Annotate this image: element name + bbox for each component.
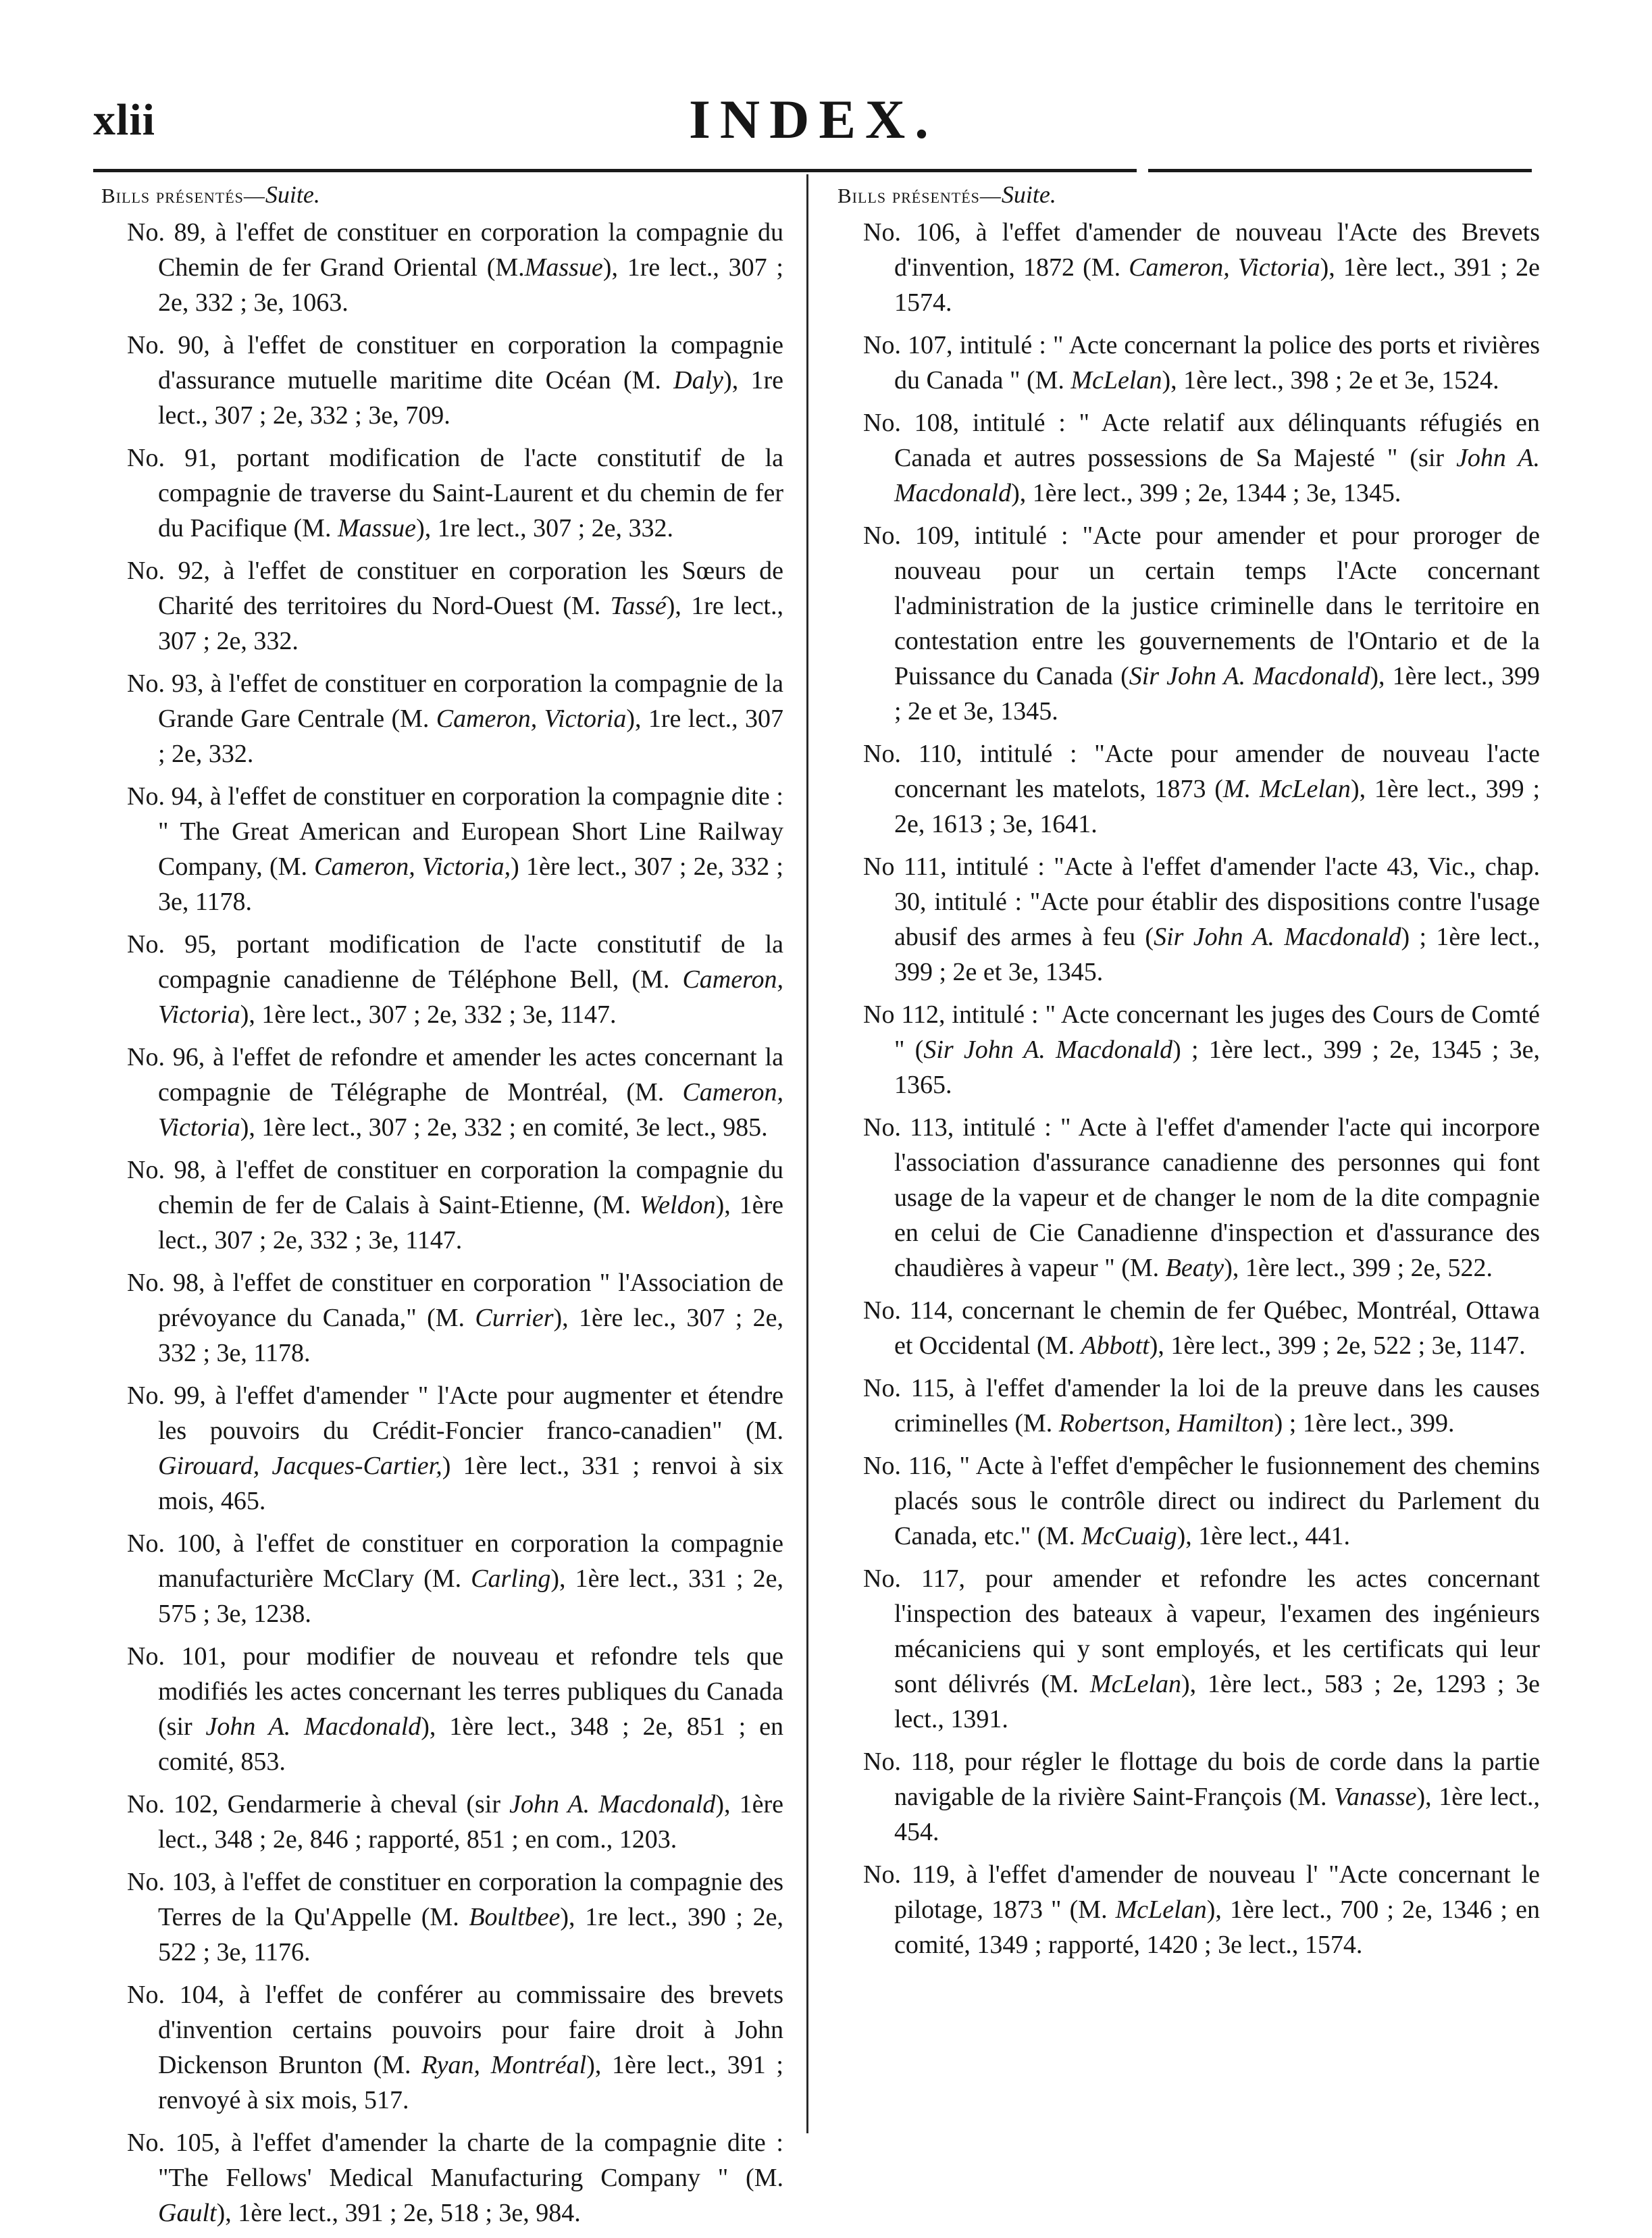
entry-text: intitulé : " Acte concernant les juges des Cours de Comté " (	[894, 1000, 1540, 1064]
index-entry	[837, 518, 1540, 729]
entry-text: à l'effet de constituer en corporation la compagnie du Chemin de fer Grand Oriental (M.	[158, 218, 783, 282]
entry-number: No. 91,	[127, 444, 217, 472]
entry-member-name: McCuaig	[1081, 1522, 1177, 1550]
entry-member-name: Cameron, Victoria,	[314, 853, 511, 881]
entry-readings: ), 1ère lect., 348 ; 2e, 846 ; rapporté, 851 ; en com., 1203.	[158, 1790, 783, 1854]
entry-number: No. 115,	[863, 1374, 955, 1402]
entry-readings: ), 1ère lect., 454.	[894, 1783, 1540, 1846]
index-entry	[837, 405, 1540, 511]
entry-number: No. 117,	[863, 1565, 965, 1593]
index-entry	[101, 666, 783, 771]
index-entry	[101, 553, 783, 659]
entry-readings: ), 1ère lect., 391 ; 2e 1574.	[894, 253, 1540, 317]
entry-number: No. 107,	[863, 331, 953, 359]
section-heading-label: Bills présentés—	[101, 184, 265, 207]
entry-text: à l'effet de constituer en corporation la compagnie de la Grande Gare Centrale (M.	[158, 669, 783, 733]
index-entry	[837, 997, 1540, 1102]
entry-text: à l'effet de constituer en corporation la compagnie du chemin de fer de Calais à Saint-Etienne, (M.	[158, 1156, 783, 1219]
entry-text: intitulé : " Acte concernant la police des ports et rivières du Canada " (M.	[894, 331, 1540, 395]
entry-member-name: John A. Macdonald	[205, 1712, 421, 1741]
entry-readings: ), 1re lect., 307 ; 2e, 332 ; 3e, 709.	[158, 366, 783, 430]
entry-text: à l'effet de constituer en corporation la compagnie d'assurance mutuelle maritime dite Océan (M.	[158, 331, 783, 395]
entry-number: No. 116,	[863, 1452, 952, 1480]
entry-readings: ), 1ère lect., 700 ; 2e, 1346 ; en comité, 1349 ; rapporté, 1420 ; 3e lect., 1574.	[894, 1896, 1540, 1959]
entry-member-name: McLelan	[1089, 1670, 1181, 1698]
entry-readings: ), 1ère lect., 398 ; 2e et 3e, 1524.	[1162, 366, 1499, 395]
entry-member-name: Ryan, Montréal	[421, 2051, 587, 2079]
entry-text: intitulé : " Acte relatif aux délinquants réfugiés en Canada et autres possessions de Sa Majesté " (sir	[894, 409, 1540, 472]
index-entry	[101, 440, 783, 546]
entry-readings: ), 1ère lect., 399 ; 2e, 522 ; 3e, 1147.	[1149, 1331, 1526, 1360]
index-entry	[101, 1152, 783, 1258]
entry-readings: ), 1ère lect., 391 ; 2e, 518 ; 3e, 984.	[216, 2199, 581, 2227]
entry-number: No. 98,	[127, 1156, 207, 1184]
entry-text: à l'effet de conférer au commissaire des brevets d'invention certains pouvoirs pour faire droit à John Dickenson Brunton (M.	[158, 1981, 783, 2079]
index-entry	[101, 1639, 783, 1779]
entry-member-name: Sir John A. Macdonald	[1154, 923, 1401, 951]
entry-member-name: Beaty	[1165, 1254, 1224, 1282]
entry-number: No. 114,	[863, 1296, 954, 1325]
entry-number: No. 90,	[127, 331, 210, 359]
index-entry	[101, 1977, 783, 2118]
index-entry	[101, 215, 783, 320]
left-column	[101, 177, 783, 2238]
entry-readings: ) ; 1ère lect., 399 ; 2e, 1345 ; 3e, 1365.	[894, 1036, 1540, 1099]
entry-readings: ), 1ère lect., 348 ; 2e, 851 ; en comité, 853.	[158, 1712, 783, 1776]
entry-text: à l'effet d'amender de nouveau l' "Acte concernant le pilotage, 1873 " (M.	[894, 1860, 1540, 1924]
entry-text: à l'effet de constituer en corporation les Sœurs de Charité des territoires du Nord-Ouest (M.	[158, 557, 783, 620]
entry-text: Gendarmerie à cheval (sir	[218, 1790, 510, 1819]
entry-member-name: Girouard, Jacques-Cartier,	[158, 1452, 442, 1480]
entry-member-name: McLelan	[1115, 1896, 1207, 1924]
entry-text: portant modification de l'acte constitutif de la compagnie de traverse du Saint-Laurent et du chemin de fer du Pacifique (M.	[158, 444, 783, 542]
entry-member-name: Cameron, Victoria	[436, 705, 627, 733]
column-divider	[806, 174, 808, 2133]
entry-readings: ), 1ère lect., 307 ; 2e, 332 ; 3e, 1147.	[158, 1191, 784, 1254]
entry-number: No. 119,	[863, 1860, 956, 1889]
entry-member-name: John A. Macdonald	[894, 444, 1540, 507]
entry-readings: ), 1ère lect., 583 ; 2e, 1293 ; 3e lect., 1391.	[894, 1670, 1540, 1733]
index-entry	[837, 1561, 1540, 1737]
entry-text: pour amender et refondre les actes concernant l'inspection des bateaux à vapeur, l'examen des ingénieurs mécaniciens qui y sont employés, et les certificats qui leur sont délivrés (M.	[894, 1565, 1540, 1698]
index-entry	[101, 2125, 783, 2231]
entry-readings: ) 1ère lect., 331 ; renvoi à six mois, 465.	[158, 1452, 783, 1515]
index-entry	[101, 779, 783, 919]
entry-member-name: Cameron, Victoria	[158, 965, 783, 1029]
entry-text: " Acte à l'effet d'empêcher le fusionnement des chemins placés sous le contrôle direct ou indirect du Parlement du Canada, etc." (M.	[894, 1452, 1540, 1550]
entry-number: No. 113,	[863, 1113, 954, 1142]
entry-member-name: Abbott	[1081, 1331, 1150, 1360]
index-entry	[837, 1110, 1540, 1286]
entry-text: à l'effet de constituer en corporation la compagnie manufacturière McClary (M.	[158, 1529, 783, 1593]
index-entry	[101, 1040, 783, 1145]
entry-readings: ), 1ère lect., 399 ; 2e, 522.	[1224, 1254, 1493, 1282]
index-entry	[837, 849, 1540, 990]
entry-readings: ), 1ère lect., 441.	[1177, 1522, 1351, 1550]
entry-number: No. 98,	[127, 1269, 205, 1297]
entry-readings: ) 1ère lect., 307 ; 2e, 332 ; 3e, 1178.	[158, 853, 783, 916]
entry-readings: ), 1ère lec., 307 ; 2e, 332 ; 3e, 1178.	[158, 1304, 783, 1367]
entry-text: à l'effet de refondre et amender les actes concernant la compagnie de Télégraphe de Montréal, (M.	[158, 1043, 783, 1107]
page-number: xlii	[93, 95, 156, 145]
index-entry	[101, 1526, 783, 1631]
entry-text: à l'effet d'amender " l'Acte pour augmenter et étendre les pouvoirs du Crédit-Foncier franco-canadien" (M.	[158, 1381, 783, 1445]
entry-number: No. 118,	[863, 1748, 955, 1776]
entry-number: No. 89,	[127, 218, 207, 247]
index-entry	[837, 1744, 1540, 1850]
entry-text: intitulé : "Acte pour amender de nouveau l'acte concernant les matelots, 1873 (	[894, 740, 1540, 803]
entry-text: pour régler le flottage du bois de corde dans la partie navigable de la rivière Saint-François (M.	[894, 1748, 1540, 1811]
entry-number: No. 94,	[127, 782, 204, 811]
entry-number: No. 99,	[127, 1381, 206, 1410]
entry-number: No. 93,	[127, 669, 204, 698]
index-entry	[101, 1265, 783, 1371]
entry-number: No. 100,	[127, 1529, 222, 1558]
entry-readings: ), 1re lect., 307 ; 2e, 332 ; 3e, 1063.	[158, 253, 783, 317]
section-heading-suite: Suite.	[265, 181, 320, 208]
entry-readings: ) ; 1ère lect., 399 ; 2e et 3e, 1345.	[894, 923, 1540, 986]
entry-number: No. 105,	[127, 2129, 221, 2157]
entry-readings: ), 1ère lect., 399 ; 2e et 3e, 1345.	[894, 662, 1541, 726]
entry-number: No. 104,	[127, 1981, 225, 2009]
entry-member-name: Robertson, Hamilton	[1058, 1409, 1274, 1438]
entry-number: No. 95,	[127, 930, 217, 959]
page-title: INDEX.	[689, 88, 938, 150]
index-entry	[101, 927, 783, 1032]
entry-readings: ), 1ère lect., 399 ; 2e, 1344 ; 3e, 1345.	[1011, 479, 1401, 507]
entry-number: No. 109,	[863, 522, 960, 550]
entry-member-name: Currier	[475, 1304, 554, 1332]
index-entry	[837, 1371, 1540, 1441]
index-entry	[837, 328, 1540, 398]
section-heading-left	[101, 177, 783, 213]
index-entry	[837, 215, 1540, 320]
entry-number: No. 96,	[127, 1043, 205, 1071]
entry-number: No 111,	[863, 853, 947, 881]
entry-readings: ), 1re lect., 307 ; 2e, 332.	[416, 514, 674, 542]
entry-number: No. 101,	[127, 1642, 226, 1671]
entry-text: pour modifier de nouveau et refondre tels que modifiés les actes concernant les terres publiques du Canada (sir	[158, 1642, 783, 1741]
entry-text: intitulé : "Acte pour amender et pour proroger de nouveau pour un certain temps l'Acte concernant l'administration de la justice criminelle dans le territoire en contestation entre les gouvernements de l'Ontario et de la Puissance du Canada (	[894, 522, 1540, 690]
index-entry	[101, 328, 783, 433]
entry-readings: ), 1re lect., 390 ; 2e, 522 ; 3e, 1176.	[158, 1903, 783, 1966]
entry-number: No. 92,	[127, 557, 210, 585]
entry-number: No. 103,	[127, 1868, 217, 1896]
entry-text: à l'effet de constituer en corporation " l'Association de prévoyance du Canada," (M.	[158, 1269, 784, 1332]
header-rule-right	[1148, 169, 1532, 172]
entry-text: à l'effet de constituer en corporation la compagnie dite : " The Great American and European Short Line Railway Company, (M.	[158, 782, 783, 881]
entry-member-name: Massue	[337, 514, 417, 542]
entry-member-name: Vanasse	[1334, 1783, 1417, 1811]
entry-text: concernant le chemin de fer Québec, Montréal, Ottawa et Occidental (M.	[894, 1296, 1540, 1360]
entry-member-name: Massue	[524, 253, 603, 282]
section-heading-suite: Suite.	[1001, 181, 1056, 208]
entry-member-name: Sir John A. Macdonald	[1129, 662, 1370, 690]
index-entry	[837, 1857, 1540, 1962]
entry-readings: ), 1ère lect., 307 ; 2e, 332 ; 3e, 1147.	[240, 1000, 617, 1029]
entry-readings: ), 1ère lect., 307 ; 2e, 332 ; en comité, 3e lect., 985.	[240, 1113, 768, 1142]
entry-text: à l'effet d'amender la loi de la preuve dans les causes criminelles (M.	[894, 1374, 1540, 1438]
entry-readings: ), 1ère lect., 331 ; 2e, 575 ; 3e, 1238.	[158, 1565, 783, 1628]
entry-member-name: Sir John A. Macdonald	[923, 1036, 1173, 1064]
entry-member-name: McLelan	[1070, 366, 1162, 395]
entry-readings: ) ; 1ère lect., 399.	[1274, 1409, 1455, 1438]
entry-member-name: Tassé	[610, 592, 667, 620]
entry-member-name: Cameron, Victoria	[1129, 253, 1320, 282]
index-entry	[101, 1864, 783, 1970]
index-entry	[101, 1787, 783, 1857]
entry-member-name: Boultbee	[469, 1903, 561, 1931]
section-heading-right	[837, 177, 1540, 213]
entry-number: No. 110,	[863, 740, 962, 768]
entry-member-name: John A. Macdonald	[509, 1790, 716, 1819]
entry-number: No. 108,	[863, 409, 960, 437]
index-entry	[837, 736, 1540, 842]
entry-readings: ), 1ère lect., 399 ; 2e, 1613 ; 3e, 1641.	[894, 775, 1541, 838]
entry-readings: ), 1re lect., 307 ; 2e, 332.	[158, 592, 783, 655]
entry-member-name: Daly	[673, 366, 724, 395]
entry-text: à l'effet d'amender de nouveau l'Acte des Brevets d'invention, 1872 (M.	[894, 218, 1540, 282]
entry-number: No. 102,	[127, 1790, 219, 1819]
section-heading-label: Bills présentés—	[837, 184, 1002, 207]
entry-readings: ), 1ère lect., 391 ; renvoyé à six mois, 517.	[158, 2051, 783, 2114]
entry-number: No. 106,	[863, 218, 961, 247]
right-column	[837, 177, 1540, 1970]
entry-member-name: M. McLelan	[1222, 775, 1351, 803]
entry-text: portant modification de l'acte constitutif de la compagnie canadienne de Téléphone Bell, (M.	[158, 930, 783, 994]
entry-text: à l'effet de constituer en corporation la compagnie des Terres de la Qu'Appelle (M.	[158, 1868, 783, 1931]
entry-number: No 112,	[863, 1000, 946, 1029]
entry-member-name: Gault	[158, 2199, 217, 2227]
index-entry	[837, 1448, 1540, 1554]
entry-member-name: Carling	[471, 1565, 551, 1593]
entry-member-name: Cameron, Victoria	[158, 1078, 783, 1142]
entry-readings: ), 1re lect., 307 ; 2e, 332.	[158, 705, 783, 768]
entry-text: intitulé : "Acte à l'effet d'amender l'acte 43, Vic., chap. 30, intitulé : "Acte pour établir des dispositions contre l'usage abusif des armes à feu (	[894, 853, 1540, 951]
index-entry	[837, 1293, 1540, 1363]
entry-text: à l'effet d'amender la charte de la compagnie dite : "The Fellows' Medical Manufacturing Company " (M.	[158, 2129, 783, 2192]
header-rule-left	[93, 169, 1137, 172]
entry-text: intitulé : " Acte à l'effet d'amender l'acte qui incorpore l'association d'assurance canadienne des personnes qui font usage de la vapeur et de changer le nom de la dite compagnie en celui de Cie Canadienne d'inspection et d'assurance des chaudières à vapeur " (M.	[894, 1113, 1540, 1282]
entry-member-name: Weldon	[639, 1191, 716, 1219]
index-entry	[101, 1378, 783, 1519]
